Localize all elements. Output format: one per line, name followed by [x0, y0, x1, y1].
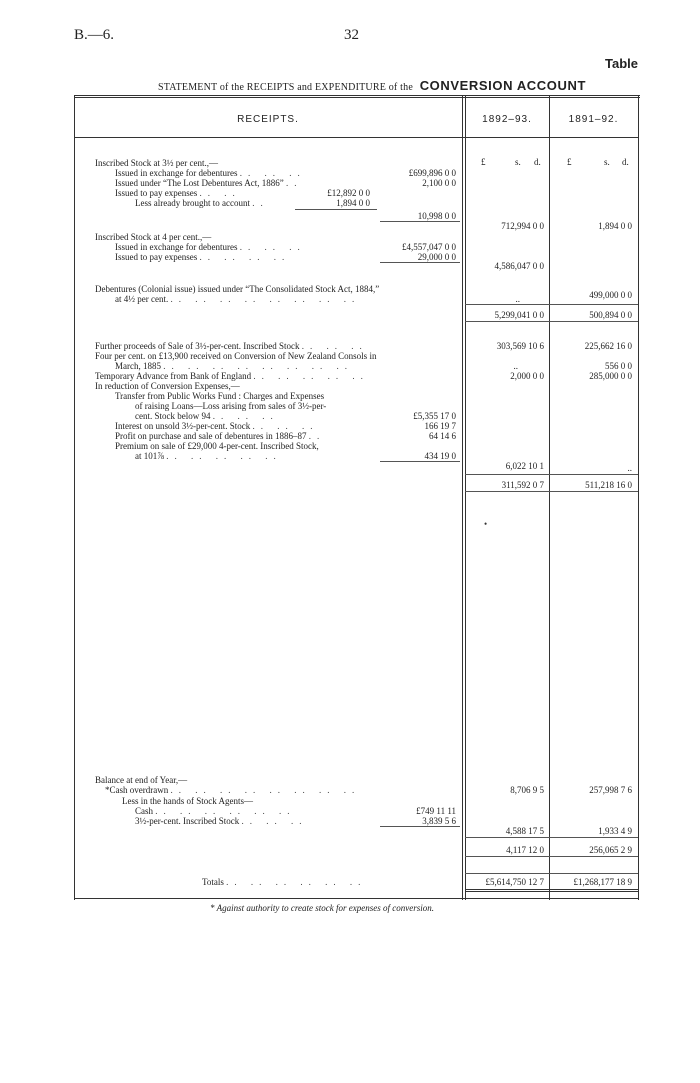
- row-debentures-colonial: Debentures (Colonial issue) issued under “The Consolidated Stock Act, 1884,”: [95, 284, 380, 294]
- y2-subtotal-1: 500,894 0 0: [589, 310, 632, 320]
- row-cash-overdrawn: *Cash overdrawn .. .. .. .. .. .. .. ..: [105, 785, 361, 795]
- amt-net-expenses: 10,998 0 0: [417, 211, 456, 221]
- rule-head-bottom: [74, 137, 638, 138]
- row-reduction-heading: In reduction of Conversion Expenses,—: [95, 381, 240, 391]
- rule-bottom: [74, 898, 638, 899]
- row-premium-sale-2: at 101⅞ .. .. .. .. ..: [135, 451, 282, 461]
- amt-exchange-debentures-4: £4,557,047 0 0: [402, 242, 456, 252]
- y1-further-proceeds: 303,569 10 6: [496, 341, 544, 351]
- amt-interest-unsold: 166 19 7: [424, 421, 456, 431]
- y1-subtotal-1: 5,299,041 0 0: [494, 310, 544, 320]
- stray-mark: •: [484, 519, 488, 529]
- rule-sub-a: [295, 209, 377, 210]
- d-head-y1: d.: [534, 157, 541, 167]
- y1-totals: £5,614,750 12 7: [485, 877, 544, 887]
- rule-col1: [462, 95, 463, 900]
- row-pay-expenses-4: Issued to pay expenses .. .. .. ..: [115, 252, 291, 262]
- row-less-brought: Less already brought to account ..: [135, 198, 269, 208]
- amt-lost-debentures: 2,100 0 0: [422, 178, 456, 188]
- y1-four-per-cent: ..: [513, 361, 518, 371]
- row-exchange-debentures-4: Issued in exchange for debentures .. .. ..: [115, 242, 306, 252]
- row-exchange-debentures: Issued in exchange for debentures .. .. ..: [115, 168, 306, 178]
- rule-sub-j: [465, 837, 638, 838]
- y1-reduction: 6,022 10 1: [505, 461, 544, 471]
- s-head-y1: s.: [515, 157, 521, 167]
- rule-sub-h: [465, 491, 638, 492]
- rule-right: [638, 95, 639, 900]
- y1-stock-agents: 4,588 17 5: [505, 826, 544, 836]
- col-head-1891-92: 1891–92.: [568, 114, 619, 125]
- rule-sub-f: [380, 461, 460, 462]
- amt-premium-sale: 434 19 0: [424, 451, 456, 461]
- row-further-proceeds: Further proceeds of Sale of 3½-per-cent. Inscribed Stock .. .. ..: [95, 341, 368, 351]
- row-pay-expenses: Issued to pay expenses .. ..: [115, 188, 241, 198]
- amt-less-brought: 1,894 0 0: [336, 198, 370, 208]
- y2-subtotal-2: 511,218 16 0: [585, 480, 632, 490]
- rule-total-bottom: [465, 889, 638, 890]
- row-stock-4-heading: Inscribed Stock at 4 per cent.,—: [95, 232, 212, 242]
- y2-debentures: 499,000 0 0: [589, 290, 632, 300]
- rule-total-top: [465, 873, 638, 874]
- row-transfer-pwf: Transfer from Public Works Fund : Charges and Expenses: [115, 391, 325, 401]
- y1-stock-4: 4,586,047 0 0: [494, 261, 544, 271]
- rule-sub-d: [465, 304, 638, 305]
- caption-lead: STATEMENT of the RECEIPTS and EXPENDITURE of the: [158, 82, 413, 93]
- row-transfer-pwf-3: cent. Stock below 94 .. .. ..: [135, 411, 279, 421]
- s-head-y2: s.: [604, 157, 610, 167]
- rule-sub-g: [465, 474, 638, 475]
- y1-subtotal-2: 311,592 0 7: [501, 480, 544, 490]
- y1-stock-3-5: 712,994 0 0: [501, 221, 544, 231]
- row-stock-3-5-heading: Inscribed Stock at 3½ per cent.,—: [95, 158, 218, 168]
- rule-total-bottom-2: [465, 891, 638, 892]
- y2-four-per-cent: 556 0 0: [605, 361, 632, 371]
- amt-pay-expenses-4: 29,000 0 0: [417, 252, 456, 262]
- y2-temporary-advance: 285,000 0 0: [589, 371, 632, 381]
- document-code: B.—6.: [74, 27, 115, 43]
- rule-col1b: [465, 95, 466, 900]
- amt-transfer-pwf: £5,355 17 0: [413, 411, 456, 421]
- y2-subtotal-3: 256,065 2 9: [589, 845, 632, 855]
- y2-further-proceeds: 225,662 16 0: [584, 341, 632, 351]
- rule-sub-k: [465, 856, 638, 857]
- y2-cash-overdrawn: 257,998 7 6: [589, 785, 632, 795]
- row-four-per-cent: Four per cent. on £13,900 received on Conversion of New Zealand Consols in: [95, 351, 377, 361]
- row-totals: Totals .. .. .. .. .. ..: [202, 877, 367, 887]
- row-transfer-pwf-2: of raising Loans—Loss arising from sales of 3½-per-: [135, 401, 327, 411]
- y2-totals: £1,268,177 18 9: [573, 877, 632, 887]
- row-temporary-advance: Temporary Advance from Bank of England .. .. .. .. ..: [95, 371, 369, 381]
- rule-sub-c: [380, 262, 460, 263]
- rule-sub-e: [465, 321, 638, 322]
- amt-cash: £749 11 11: [416, 806, 456, 816]
- row-interest-unsold: Interest on unsold 3½-per-cent. Stock .. .. ..: [115, 421, 319, 431]
- rule-col2: [549, 95, 550, 900]
- row-four-per-cent-date: March, 1885 .. .. .. .. .. .. .. ..: [115, 361, 353, 371]
- y1-subtotal-3: 4,117 12 0: [506, 845, 544, 855]
- y1-debentures: ..: [515, 294, 520, 304]
- rule-sub-b: [380, 221, 460, 222]
- rule-sub-i: [380, 826, 460, 827]
- col-head-1892-93: 1892–93.: [482, 114, 532, 125]
- pound-sign-y1: £: [481, 157, 486, 167]
- amt-exchange-debentures: £699,896 0 0: [408, 168, 456, 178]
- y2-stock-agents: 1,933 4 9: [598, 826, 632, 836]
- row-stock-agents: Less in the hands of Stock Agents—: [122, 796, 253, 806]
- row-cash: Cash .. .. .. .. .. ..: [135, 806, 296, 816]
- page-number: 32: [344, 27, 359, 43]
- y1-temporary-advance: 2,000 0 0: [510, 371, 544, 381]
- y2-reduction: ..: [627, 463, 632, 473]
- table-label: Table: [605, 56, 638, 71]
- row-balance-heading: Balance at end of Year,—: [95, 775, 188, 785]
- d-head-y2: d.: [622, 157, 629, 167]
- amt-profit-debentures: 64 14 6: [429, 431, 456, 441]
- rule-top-2: [74, 97, 640, 98]
- y2-stock-3-5: 1,894 0 0: [598, 221, 632, 231]
- amt-pay-expenses: £12,892 0 0: [327, 188, 370, 198]
- y1-cash-overdrawn: 8,706 9 5: [510, 785, 544, 795]
- row-inscribed-stock: 3½-per-cent. Inscribed Stock .. .. ..: [135, 816, 308, 826]
- table-caption: [158, 78, 586, 93]
- col-head-receipts: RECEIPTS.: [237, 114, 299, 125]
- footnote: * Against authority to create stock for expenses of conversion.: [210, 903, 434, 913]
- caption-strong: CONVERSION ACCOUNT: [419, 78, 587, 93]
- row-debentures-rate: at 4½ per cent. .. .. .. .. .. .. .. ..: [115, 294, 361, 304]
- row-premium-sale: Premium on sale of £29,000 4-per-cent. Inscribed Stock,: [115, 441, 319, 451]
- row-lost-debentures: Issued under “The Lost Debentures Act, 1886” ..: [115, 178, 303, 188]
- row-profit-debentures: Profit on purchase and sale of debentures in 1886–87 ..: [115, 431, 326, 441]
- rule-left: [74, 95, 75, 900]
- pound-sign-y2: £: [567, 157, 572, 167]
- amt-inscribed-stock: 3,839 5 6: [422, 816, 456, 826]
- rule-top: [74, 95, 640, 96]
